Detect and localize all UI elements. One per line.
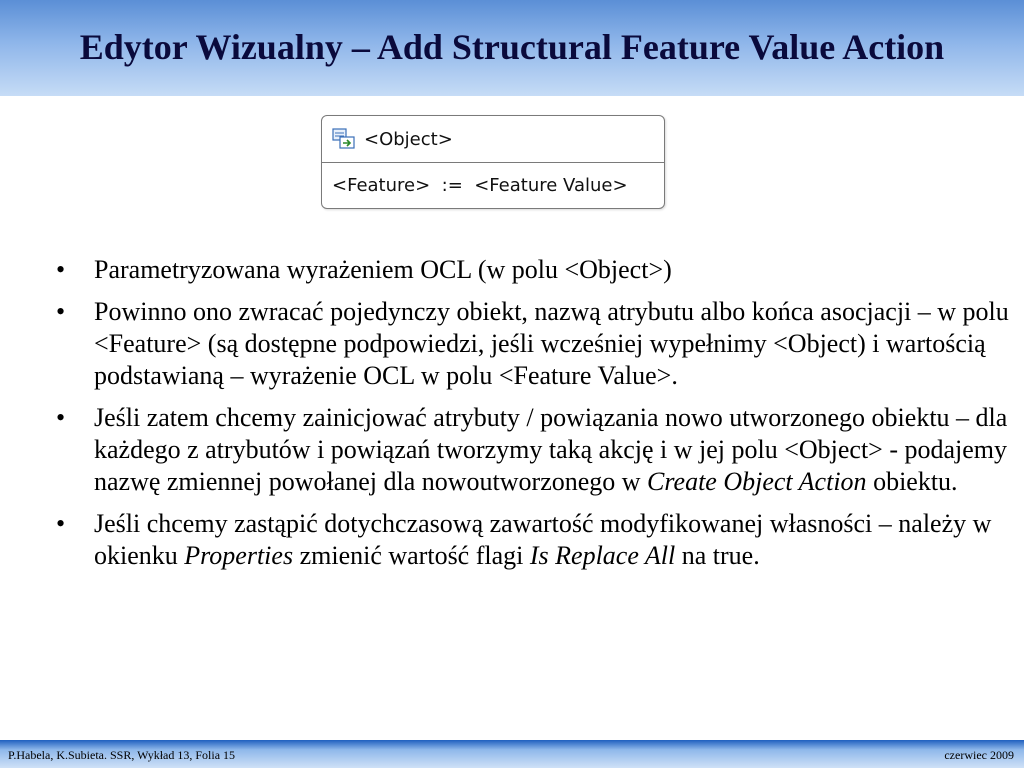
add-structural-feature-value-icon [332, 128, 356, 150]
bullet-text: Powinno ono zwracać pojedynczy obiekt, nazwą atrybutu albo końca asocjacji – w polu <Feature> (są dostępne podpowiedzi, jeśli wcześniej wypełnimy <Object) i wartością podstawianą – wyrażenie OCL w polu <Feature Value>. [94, 297, 1009, 390]
bullet-emphasis: Is Replace All [529, 541, 676, 570]
bullet-item: • Jeśli zatem chcemy zainicjować atrybuty / powiązania nowo utworzonego obiektu – dla każdego z atrybutów i powiązań tworzymy taką akcję i w jej polu <Object> - podajemy nazwę zmiennej powołanej dla nowoutworzonego w Create Object Action obiektu. [56, 403, 1008, 496]
footer-credits: P.Habela, K.Subieta. SSR, Wykład 13, Folia 15 [8, 748, 236, 762]
bullet-text: Parametryzowana wyrażeniem OCL (w polu <Object>) [94, 255, 672, 284]
bullet-item: • Jeśli chcemy zastąpić dotychczasową zawartość modyfikowanej własności – należy w okienku Properties zmienić wartość flagi Is Replace All na true. [56, 509, 992, 570]
bullet-text: Jeśli chcemy zastąpić dotychczasową zawartość modyfikowanej własności – należy w okienku [94, 509, 992, 570]
bullet-list [56, 254, 1016, 582]
bullet-text: obiektu. [866, 467, 958, 496]
footer-bar [0, 740, 1024, 768]
action-diagram [321, 115, 665, 209]
bullet-text: Jeśli zatem chcemy zainicjować atrybuty / powiązania nowo utworzonego obiektu – dla każdego z atrybutów i powiązań tworzymy taką akcję i w jej polu <Object> - podajemy nazwę zmiennej powołanej dla nowoutworzonego w [94, 403, 1008, 496]
bullet-emphasis: Properties [184, 541, 294, 570]
bullet-emphasis: Create Object Action [647, 467, 867, 496]
bullet-text: na true. [675, 541, 760, 570]
diagram-assignment-row [322, 163, 664, 208]
diagram-object-row [322, 116, 664, 163]
bullet-item: • Parametryzowana wyrażeniem OCL (w polu <Object>) [56, 255, 672, 284]
diagram-assignment: <Feature> := <Feature Value> [332, 175, 628, 196]
footer-date: czerwiec 2009 [944, 748, 1014, 762]
diagram-object-label: <Object> [364, 128, 453, 150]
bullet-item: • Powinno ono zwracać pojedynczy obiekt, nazwą atrybutu albo końca asocjacji – w polu <Feature> (są dostępne podpowiedzi, jeśli wcześniej wypełnimy <Object) i wartością podstawianą – wyrażenie OCL w polu <Feature Value>. [56, 297, 1009, 390]
slide-title: Edytor Wizualny – Add Structural Feature Value Action [79, 27, 945, 67]
bullet-text: zmienić wartość flagi [293, 541, 530, 570]
